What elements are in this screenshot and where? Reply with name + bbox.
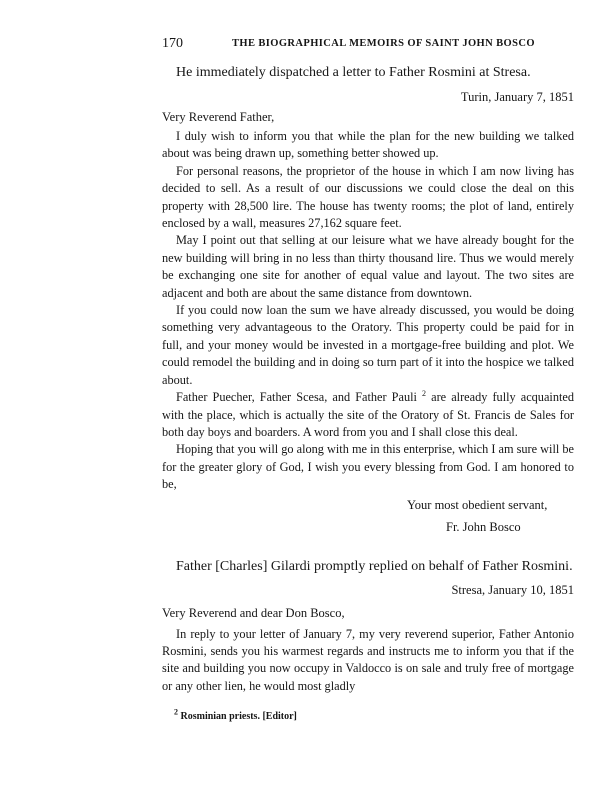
book-page: [162, 36, 574, 695]
letter-1-salutation: Very Reverend Father,: [162, 110, 275, 124]
letter-2-salutation: Very Reverend and dear Don Bosco,: [162, 605, 345, 620]
footnote-reference: 2: [422, 389, 427, 398]
letter-1-paragraph: For personal reasons, the proprietor of the house in which I am now living has decided to sell. As a result of our discussions we could close the deal on this property with 28,500 lire. The house has twenty rooms; the plot of land, entirely enclosed by a wall, measures 27,162 square feet.: [162, 163, 574, 231]
letter-1-signature: Fr. John Bosco: [446, 519, 521, 534]
intro-paragraph-2: Father [Charles] Gilardi promptly replied on behalf of Father Rosmini.: [176, 558, 573, 574]
page-header: [162, 36, 574, 56]
letter-1-paragraph: Hoping that you will go along with me in this enterprise, which I am sure will be for the greater glory of God, I wish you every blessing from God. I am honored to be,: [162, 442, 574, 492]
footnote-text: Rosminian priests. [Editor]: [178, 711, 297, 722]
running-title: THE BIOGRAPHICAL MEMOIRS OF SAINT JOHN BOSCO: [232, 38, 535, 49]
letter-1-paragraph: If you could now loan the sum we have already discussed, you would be doing something very advantageous to the Oratory. This property could be paid for in full, and your money would be invested in a mortgage-free building and plot. We could remodel the building and in doing so turn part of it into the hospice we talked about.: [162, 303, 574, 387]
letter-1-paragraph: May I point out that selling at our leisure what we have already bought for the new building will bring in no less than thirty thousand lire. Thus we would merely be exchanging one site for another of equal value and layout. The two sites are adjacent and both are about the same distance from downtown.: [162, 233, 574, 300]
page-number: 170: [162, 36, 183, 51]
footnote-marker: 2: [174, 707, 178, 717]
letter-1-closing: Your most obedient servant,: [407, 497, 548, 512]
letter-2-paragraph: In reply to your letter of January 7, my very reverend superior, Father Antonio Rosmini, sends you his warmest regards and instructs me to inform you that if the site and building you now occupy in Valdocco is on sale and truly free of mortgage or any other lien, he would most gladly: [162, 626, 574, 693]
letter-2-dateline: Stresa, January 10, 1851: [451, 582, 574, 597]
letter-1-paragraph: I duly wish to inform you that while the plan for the new building we talked about was being drawn up, something better showed up.: [162, 129, 574, 161]
intro-paragraph-1: He immediately dispatched a letter to Father Rosmini at Stresa.: [176, 65, 531, 80]
letter-1-dateline: Turin, January 7, 1851: [460, 90, 574, 104]
letter-1-paragraph-footnoted: [162, 389, 574, 441]
para5-text-before: Father Puecher, Father Scesa, and Father Pauli: [176, 390, 417, 405]
para5-text-after: are already fully acquainted with the place, which is actually the site of the Oratory of St. Francis de Sales for both day boys and boarders. A word from you and I shall close this deal.: [162, 390, 575, 439]
footnote: [174, 707, 297, 722]
